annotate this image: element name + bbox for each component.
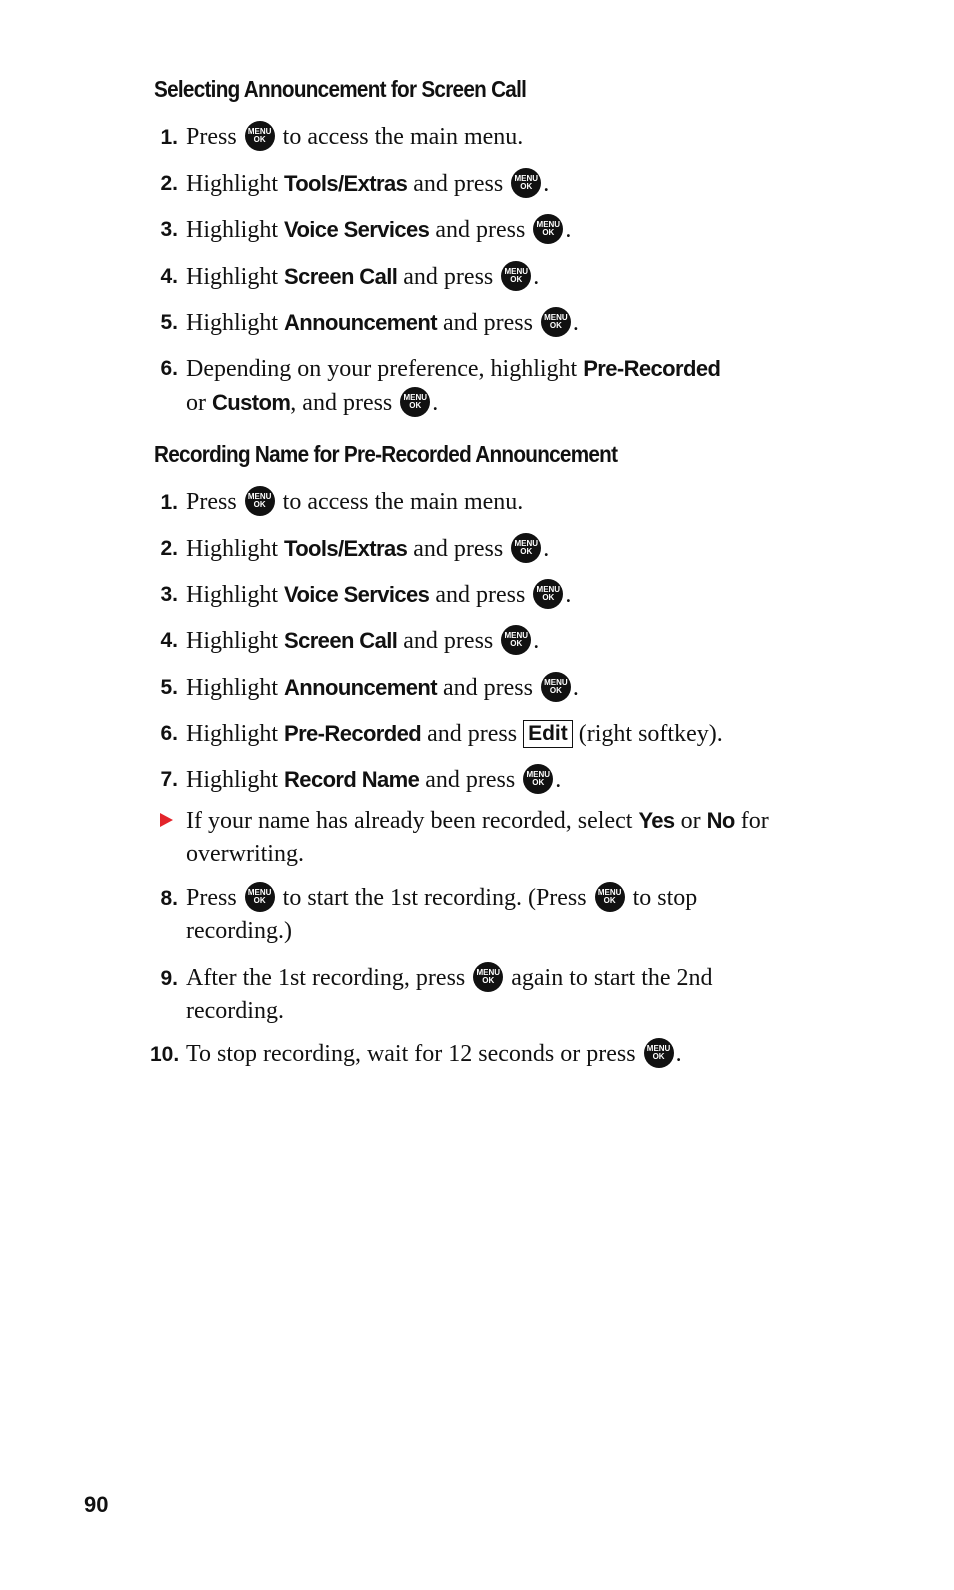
step-number: 6.	[160, 357, 178, 380]
step-text: Press MENU OK to access the main menu.	[186, 121, 523, 154]
step-text: To stop recording, wait for 12 seconds or press MENU OK .	[186, 1038, 682, 1071]
step-text: Highlight Voice Services and press MENU OK .	[186, 578, 571, 612]
page-number: 90	[84, 1492, 109, 1517]
menu-ok-key-icon: MENU OK	[511, 168, 541, 198]
menu-item-label: Pre-Recorded	[583, 356, 721, 381]
step-number: 1.	[160, 126, 178, 149]
menu-ok-key-icon: MENU OK	[595, 882, 625, 912]
step-number: 4.	[160, 629, 178, 652]
step-text: Press MENU OK to access the main menu.	[186, 486, 523, 519]
option-label: Yes	[638, 808, 675, 833]
step-text: Highlight Pre-Recorded and press Edit (right softkey).	[186, 721, 723, 747]
edit-softkey-label: Edit	[523, 720, 573, 748]
step-text: Highlight Record Name and press MENU OK .	[186, 763, 561, 797]
bullet-note	[150, 804, 840, 870]
menu-item-label: Custom	[212, 390, 291, 415]
step-text: Press MENU OK to start the 1st recording. (Press MENU OK to stop recording.)	[186, 882, 697, 948]
step-number: 3.	[160, 583, 178, 606]
step-number: 2.	[160, 537, 178, 560]
menu-ok-key-icon: MENU OK	[473, 962, 503, 992]
menu-item-label: Voice Services	[284, 217, 430, 242]
menu-ok-key-icon: MENU OK	[400, 387, 430, 417]
step-text: Highlight Announcement and press MENU OK .	[186, 671, 579, 705]
step-9	[150, 962, 840, 1028]
step-number: 5.	[160, 311, 178, 334]
menu-ok-key-icon: MENU OK	[245, 121, 275, 151]
step-6	[150, 352, 840, 422]
menu-item-label: Record Name	[284, 767, 420, 792]
menu-ok-key-icon: MENU OK	[501, 625, 531, 655]
step-text: Highlight Announcement and press MENU OK .	[186, 306, 579, 340]
menu-item-label: Announcement	[284, 675, 437, 700]
menu-ok-key-icon: MENU OK	[523, 764, 553, 794]
step-8	[150, 882, 840, 948]
menu-item-label: Voice Services	[284, 582, 430, 607]
step-number: 3.	[160, 218, 178, 241]
step-text: Highlight Screen Call and press MENU OK .	[186, 624, 539, 658]
step-text: Highlight Screen Call and press MENU OK .	[186, 260, 539, 294]
step-number: 9.	[160, 967, 178, 990]
menu-ok-key-icon: MENU OK	[533, 579, 563, 609]
step-text: If your name has already been recorded, select Yes or No for overwriting.	[186, 808, 769, 867]
menu-item-label: Pre-Recorded	[284, 721, 422, 746]
step-number: 5.	[160, 676, 178, 699]
step-text: Depending on your preference, highlight Pre-Recorded or Custom, and press MENU OK .	[186, 356, 721, 416]
step-text: Highlight Voice Services and press MENU OK .	[186, 213, 571, 247]
step-number: 10.	[150, 1043, 180, 1066]
menu-item-label: Screen Call	[284, 628, 398, 653]
step-number: 6.	[160, 722, 178, 745]
section-heading-screen-call: Selecting Announcement for Screen Call	[154, 76, 527, 102]
menu-ok-key-icon: MENU OK	[533, 214, 563, 244]
option-label: No	[706, 808, 735, 833]
menu-ok-key-icon: MENU OK	[541, 307, 571, 337]
menu-ok-key-icon: MENU OK	[501, 261, 531, 291]
menu-ok-key-icon: MENU OK	[644, 1038, 674, 1068]
step-number: 2.	[160, 172, 178, 195]
menu-item-label: Tools/Extras	[284, 171, 408, 196]
menu-ok-key-icon: MENU OK	[245, 882, 275, 912]
section-heading-record-name: Recording Name for Pre-Recorded Announcement	[154, 441, 618, 467]
menu-item-label: Screen Call	[284, 264, 398, 289]
step-number: 1.	[160, 491, 178, 514]
step-text: Highlight Tools/Extras and press MENU OK .	[186, 167, 549, 201]
step-number: 8.	[160, 887, 178, 910]
menu-item-label: Tools/Extras	[284, 536, 408, 561]
menu-ok-key-icon: MENU OK	[541, 672, 571, 702]
triangle-bullet-icon	[160, 813, 173, 827]
menu-item-label: Announcement	[284, 310, 437, 335]
step-text: After the 1st recording, press MENU OK again to start the 2nd recording.	[186, 962, 713, 1028]
menu-ok-key-icon: MENU OK	[511, 533, 541, 563]
step-text: Highlight Tools/Extras and press MENU OK .	[186, 532, 549, 566]
step-number: 7.	[160, 768, 178, 791]
step-number: 4.	[160, 265, 178, 288]
menu-ok-key-icon: MENU OK	[245, 486, 275, 516]
